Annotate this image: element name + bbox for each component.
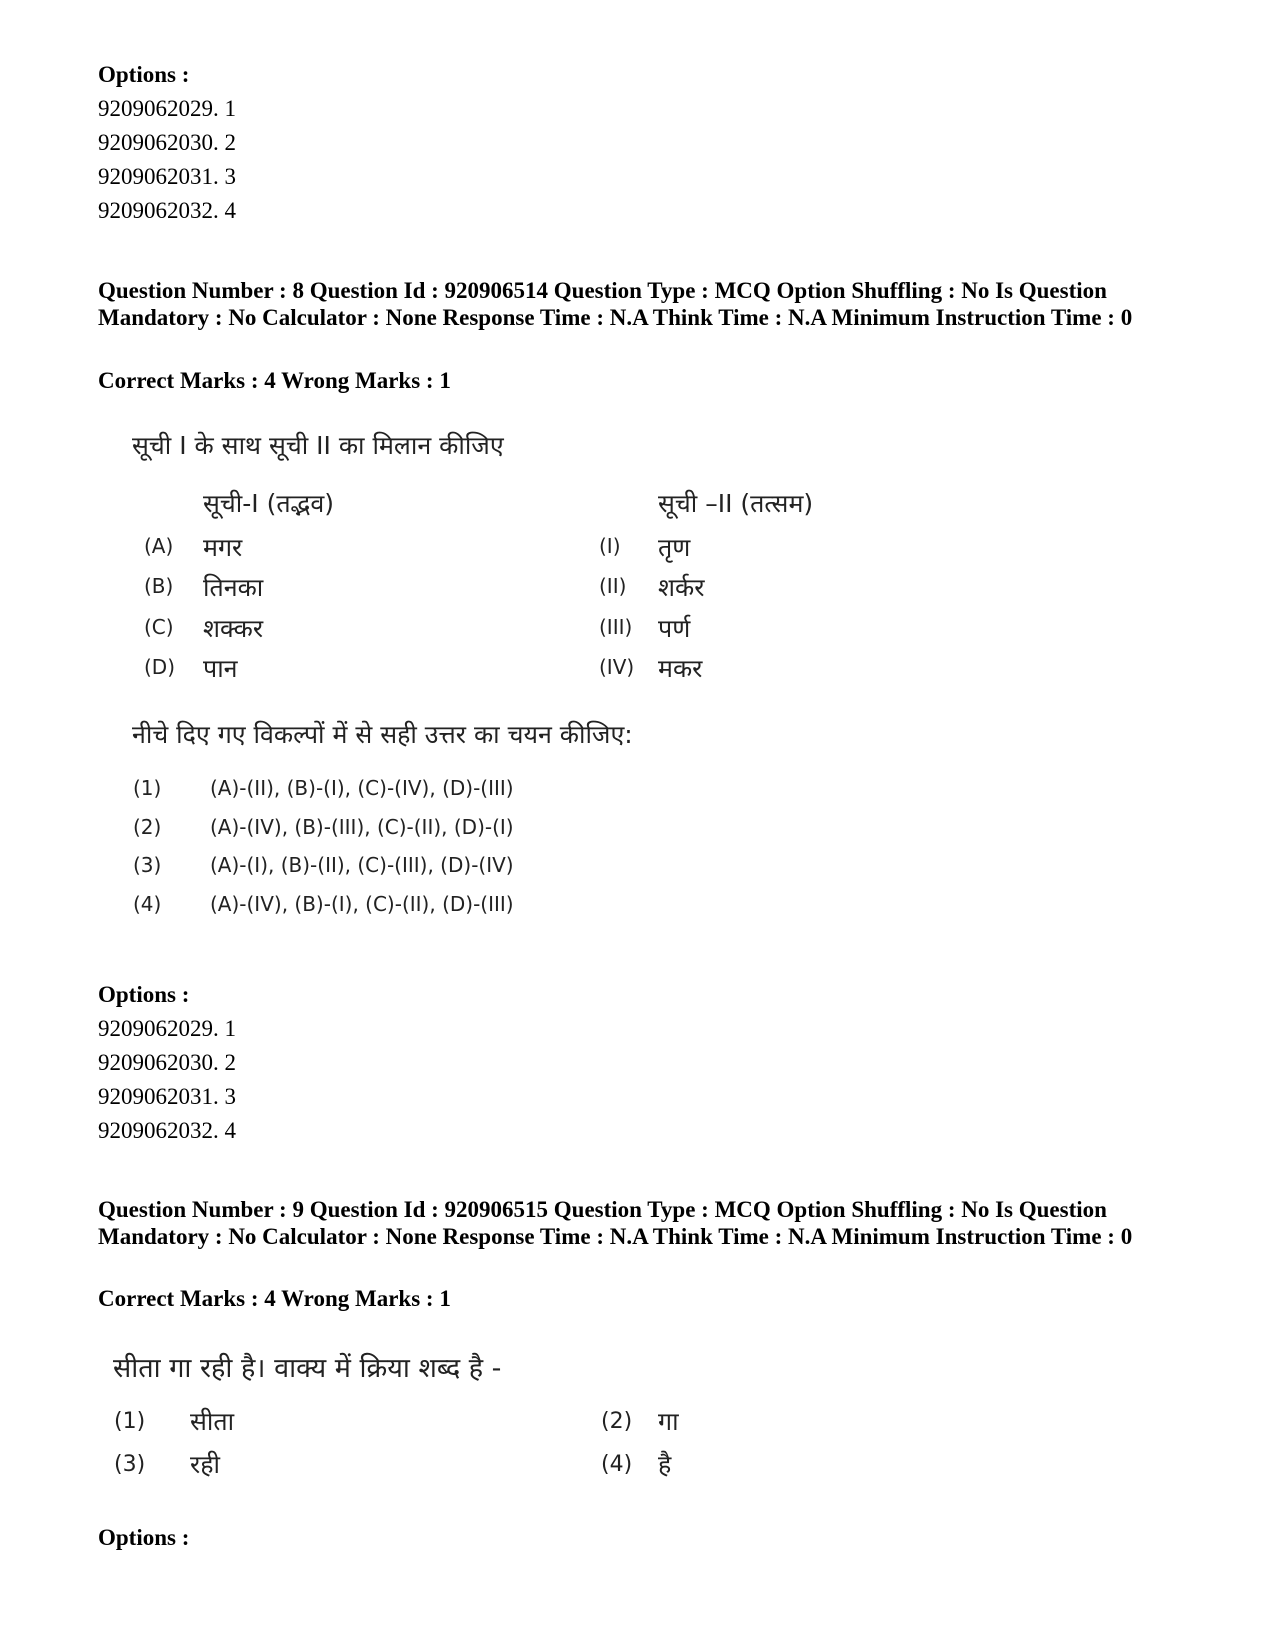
list2-label: (I) [599,534,621,558]
choice-number: (3) [114,1452,146,1477]
list1-item: शक्कर [203,614,264,643]
choice-text: सीता [190,1407,235,1436]
options-heading: Options : [98,1525,190,1550]
options-heading: Options : [98,62,190,87]
question-meta: Question Number : 9 Question Id : 920906515 Question Type : MCQ Option Shuffling : No Is Question Mandatory : No Calculator : None Response Time : N.A Think Time : N.A Minimum Instruction Time : 0 [98,1197,1133,1249]
choice-number: (1) [133,776,162,800]
choice-number: (3) [133,853,162,877]
option-item: 9209062032. 4 [98,198,236,223]
question-marks: Correct Marks : 4 Wrong Marks : 1 [98,1286,451,1311]
list1-heading: सूची-I (तद्भव) [203,489,334,518]
list1-label: (B) [144,574,174,598]
choose-instruction: नीचे दिए गए विकल्पों में से सही उत्तर का चयन कीजिए: [132,720,633,749]
question-text: सीता गा रही है। वाक्य में क्रिया शब्द है - [113,1353,502,1384]
choice-number: (4) [133,892,162,916]
list2-item: तृण [658,533,691,562]
option-item: 9209062029. 1 [98,1016,236,1041]
list1-label: (D) [144,655,176,679]
choice-text: (A)-(IV), (B)-(I), (C)-(II), (D)-(III) [210,892,514,916]
choice-number: (2) [601,1409,633,1434]
choice-number: (2) [133,815,162,839]
list1-label: (A) [144,534,174,558]
list1-item: तिनका [203,573,264,602]
choice-text: गा [658,1407,679,1436]
choice-text: (A)-(I), (B)-(II), (C)-(III), (D)-(IV) [210,853,514,877]
list2-label: (II) [599,574,627,598]
choice-text: रही [190,1450,220,1479]
choice-text: (A)-(II), (B)-(I), (C)-(IV), (D)-(III) [210,776,514,800]
list1-item: पान [203,654,238,683]
option-item: 9209062031. 3 [98,164,236,189]
options-heading: Options : [98,982,190,1007]
choice-number: (4) [601,1452,633,1477]
list1-label: (C) [144,615,174,639]
choice-number: (1) [114,1409,146,1434]
list2-label: (IV) [599,655,635,679]
choice-text: (A)-(IV), (B)-(III), (C)-(II), (D)-(I) [210,815,514,839]
question-instruction: सूची I के साथ सूची II का मिलान कीजिए [132,431,504,460]
option-item: 9209062030. 2 [98,130,236,155]
list2-item: पर्ण [658,614,691,643]
list2-heading: सूची –II (तत्सम) [658,489,814,518]
option-item: 9209062030. 2 [98,1050,236,1075]
list2-item: मकर [658,654,703,683]
question-marks: Correct Marks : 4 Wrong Marks : 1 [98,368,451,393]
choice-text: है [658,1450,672,1479]
option-item: 9209062032. 4 [98,1118,236,1143]
list1-item: मगर [203,533,243,562]
option-item: 9209062029. 1 [98,96,236,121]
question-meta: Question Number : 8 Question Id : 920906514 Question Type : MCQ Option Shuffling : No Is Question Mandatory : No Calculator : None Response Time : N.A Think Time : N.A Minimum Instruction Time : 0 [98,278,1133,330]
option-item: 9209062031. 3 [98,1084,236,1109]
list2-item: शर्कर [658,573,705,602]
list2-label: (III) [599,615,633,639]
